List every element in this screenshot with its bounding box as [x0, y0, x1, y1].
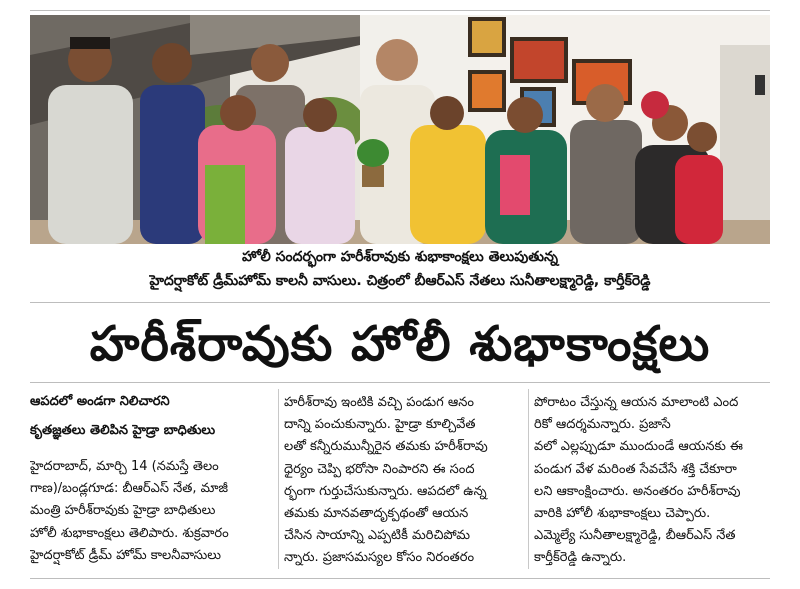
body-line: లని ఆకాంక్షించారు. అనంతరం హరీశ్‌రావు [534, 483, 741, 499]
news-photo [30, 15, 770, 244]
body-line: ర్భంగా గుర్తుచేసుకున్నారు. ఆపదలో ఉన్న [284, 483, 487, 499]
body-line: పండుగ వేళ మరింత సేవచేసే శక్తి చేకూరా [534, 461, 737, 477]
body-line: గాణ)/బండ్లగూడ: బీఆర్ఎస్ నేత, మాజీ [30, 481, 229, 497]
body-line: ధైర్యం చెప్పి భరోసా నింపారని ఈ సంద [284, 461, 475, 477]
photo-caption-line-1: హోలీ సందర్భంగా హరీశ్‌రావుకు శుభాకాంక్షలు తెలుపుతున్న [242, 249, 558, 265]
body-line: హైదర్షాకోట్ డ్రీమ్ హోమ్ కాలనీవాసులు [30, 547, 221, 563]
article-column-3 [534, 392, 770, 570]
body-line: మంత్రి హరీశ్‌రావుకు హైడ్రా బాధితులు [30, 503, 216, 519]
column-divider [278, 389, 279, 569]
group-photo-illustration [30, 15, 770, 244]
body-line: లతో కన్నీరుమున్నీరైన తమకు హరీశ్‌రావు [284, 439, 488, 455]
body-line: హోలీ శుభాకాంక్షలు తెలిపారు. శుక్రవారం [30, 525, 229, 541]
body-line: హైదరాబాద్, మార్చి 14 (నమస్తే తెలం [30, 459, 219, 474]
headline: హరీశ్‌రావుకు హోలీ శుభాకాంక్షలు [89, 316, 711, 372]
body-line: చేసిన సాయాన్ని ఎప్పటికీ మరిచిపోమ [284, 528, 470, 544]
body-line: హరీశ్‌రావు ఇంటికి వచ్చి పండుగ ఆనం [284, 395, 474, 410]
subheadline-line-2: కృతజ్ఞతలు తెలిపిన హైడ్రా బాధితులు [30, 423, 216, 438]
body-line: రికో ఆదర్శమన్నారు. ప్రజాసే [534, 417, 671, 433]
body-line: తమకు మానవతాదృక్పథంతో ఆయన [284, 506, 469, 522]
body-line: న్నారు. ప్రజాసమస్యల కోసం నిరంతరం [284, 550, 475, 566]
article-column-1 [30, 456, 272, 567]
bottom-rule [30, 578, 770, 579]
article-column-2 [284, 392, 524, 570]
photo-caption-line-2: హైదర్షాకోట్ డ్రీమ్‌హోమ్ కాలనీ వాసులు. చిత్రంలో బీఆర్ఎస్ నేతలు సునీతాలక్ష్మారెడ్డి, కార్తీక్‌రెడ్డి [149, 273, 651, 289]
column-divider [528, 389, 529, 569]
body-line: పోరాటం చేస్తున్న ఆయన మాలాంటి ఎంద [534, 395, 739, 410]
body-line: కార్తీక్‌రెడ్డి ఉన్నారు. [534, 550, 627, 566]
headline-rule [30, 382, 770, 383]
body-line: దాన్ని పంచుకున్నారు. హైడ్రా కూల్చివేత [284, 417, 476, 433]
subheadline-line-1: ఆపదలో అండగా నిలిచారని [30, 394, 170, 409]
caption-rule [30, 302, 770, 303]
body-line: వారికి హోలీ శుభాకాంక్షలు చెప్పారు. [534, 506, 711, 522]
body-line: వలో ఎల్లప్పుడూ ముందుండే ఆయనకు ఈ [534, 439, 743, 455]
top-rule [30, 10, 770, 11]
body-line: ఎమ్మెల్యే సునీతాలక్ష్మారెడ్డి, బీఆర్ఎస్ నేత [534, 528, 736, 544]
